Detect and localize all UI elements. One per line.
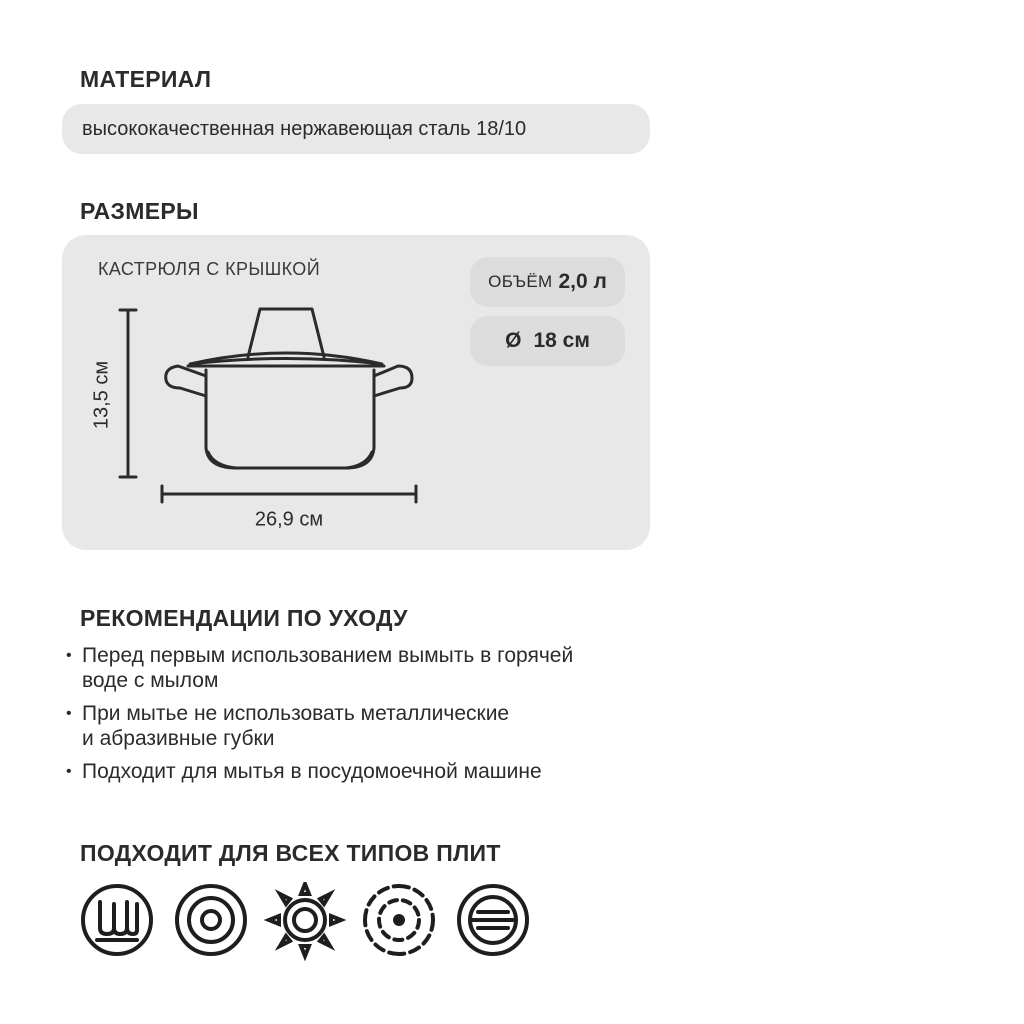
bullet: • — [66, 763, 72, 780]
width-label: 26,9 см — [254, 508, 324, 531]
care-item: • Перед первым использованием вымыть в горячей воде с мылом — [66, 644, 574, 692]
product-label: КАСТРЮЛЯ С КРЫШКОЙ — [98, 259, 321, 279]
material-heading: МАТЕРИАЛ — [80, 66, 212, 92]
material-pill — [62, 104, 650, 154]
care-heading: РЕКОМЕНДАЦИИ ПО УХОДУ — [80, 605, 408, 631]
stoves-heading: ПОДХОДИТ ДЛЯ ВСЕХ ТИПОВ ПЛИТ — [80, 840, 501, 866]
electric-hob-icon — [177, 886, 245, 954]
right-handle — [374, 366, 412, 396]
pot-drawing — [80, 300, 430, 515]
pot-body — [206, 370, 374, 468]
height-label: 13,5 см — [90, 360, 113, 430]
gas-flame-icon — [269, 884, 341, 956]
glass-ceramic-icon — [365, 886, 433, 954]
bullet: • — [66, 647, 72, 664]
lid-knob — [248, 309, 324, 357]
care-item: • При мытье не использовать металлические и абразивные губки — [66, 702, 510, 750]
bullet: • — [66, 705, 72, 722]
induction-coil-icon — [83, 886, 151, 954]
diameter-chip — [470, 316, 625, 366]
cast-iron-hob-icon — [459, 886, 527, 954]
diameter-symbol: Ø — [505, 329, 522, 352]
volume-value: 2,0 л — [558, 270, 607, 293]
lid — [190, 353, 382, 364]
material-value: высококачественная нержавеющая сталь 18/10 — [82, 117, 527, 140]
volume-label: ОБЪЁМ — [488, 272, 553, 291]
dimensions-heading: РАЗМЕРЫ — [80, 198, 199, 224]
volume-chip — [470, 257, 625, 307]
stove-icons — [80, 882, 550, 964]
diameter-value: 18 см — [533, 329, 590, 352]
care-item: • Подходит для мытья в посудомоечной машине — [66, 760, 542, 783]
care-list — [66, 643, 666, 792]
left-handle — [166, 366, 206, 396]
